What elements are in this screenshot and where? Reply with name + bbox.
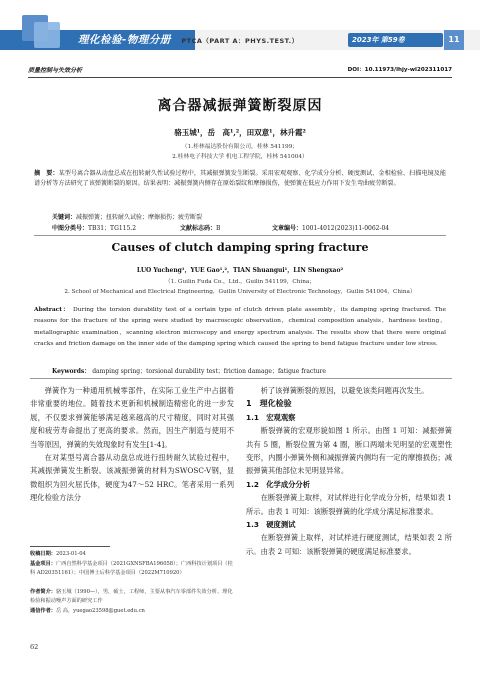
footnote-received	[30, 550, 234, 559]
footnote-received-label: 收稿日期：	[30, 551, 56, 557]
subsection-text-1-2: 在断裂弹簧上取样，对试样进行化学成分分析，结果如表 1 所示。由表 1 可知：该断裂弹簧的化学成分满足标准要求。	[246, 493, 452, 516]
footnote-received-text: 2023-01-04	[55, 551, 86, 557]
title-cn: 离合器减振弹簧断裂原因	[157, 98, 323, 114]
subsection-heading-1-1: 1.1 宏观观察	[246, 412, 296, 422]
footnote-corresponding	[30, 607, 234, 616]
abstract-en-label: Abstract：	[34, 306, 71, 313]
article-id-label: 文章编号：	[272, 225, 303, 232]
authors-en: LUO Yucheng¹，YUE Gao¹,²，TIAN Shuangui¹，LIN Shengxao²	[136, 267, 344, 274]
footnote-funding-label: 基金项目：	[30, 561, 56, 567]
footnote-corresponding-label: 通信作者：	[30, 608, 56, 614]
abstract-cn-text: 某型号离合器从动盘总成在扭转耐久性试验过程中，其减振弹簧发生断裂。采用宏观观察、化学成分分析、硬度测试、金相检验、扫描电镜及能谱分析等方法研究了该弹簧断裂的原因。结果表明：减振弹簧内侧存在原始裂纹和摩擦损伤，使弹簧在低应力作用下发生弯曲疲劳断裂。	[34, 170, 447, 188]
section-heading-1: 1 理化检验	[246, 399, 292, 409]
keywords-cn	[52, 212, 202, 221]
keywords-en	[52, 366, 326, 375]
keywords-cn-label: 关键词：	[52, 214, 77, 221]
doc-code-label: 文献标志码：	[180, 225, 217, 232]
year-volume: 2023年 第59卷	[352, 36, 405, 44]
subsection-text-1-3: 在断裂弹簧上取样，对试样进行硬度测试，结果如表 2 所示。由表 2 可知：该断裂弹簧的硬度满足标准要求。	[246, 533, 452, 556]
clc-value: TB31；TG115.2	[88, 225, 137, 232]
affiliation-cn-1: （1.桂林福达股份有限公司，桂林 541199；	[181, 144, 299, 150]
abstract-cn-label: 摘 要：	[34, 170, 59, 177]
article-id-value: 1001-4012(2023)11-0062-04	[302, 225, 390, 232]
subsection-text-1-1: 断裂弹簧的宏观形貌如图 1 所示。由图 1 可知：减振弹簧共有 5 圈，断裂位置为第 4 圈，断口两端未见明显的宏观塑性变形，内圈小弹簧外侧和减振弹簧内侧均有一定的摩擦损伤；减振弹簧其他部位未见明显异常。	[246, 426, 452, 476]
abstract-en	[34, 304, 446, 351]
footnote-funding	[30, 560, 234, 578]
keywords-en-text: damping spring；torsional durability test；friction damage；fatigue fracture	[92, 368, 326, 375]
doc-code-value: B	[216, 225, 221, 232]
keywords-cn-text: 减振弹簧；扭转耐久试验；摩擦损伤；疲劳断裂	[76, 214, 203, 221]
body-paragraph-3: 析了该弹簧断裂的原因，以避免该类问题再次发生。	[260, 386, 429, 395]
subsection-heading-1-2: 1.2 化学成分分析	[246, 479, 311, 489]
body-paragraph-2: 在对某型号离合器从动盘总成进行扭转耐久试验过程中，其减振弹簧发生断裂。该减振弹簧的材料为SWOSC-V钢，显微组织为回火屈氏体，硬度为47～52 HRC。笔者采用一系列理化检验方法分	[30, 453, 234, 503]
footnote-rule	[30, 546, 110, 547]
title-en: Causes of clutch damping spring fracture	[111, 241, 369, 254]
footnote-author-bio-text: 骆玉城（1990—），男，硕士，工程师，主要从事汽车零部件失效分析、理化检验和振动噪声方面的研究工作	[30, 589, 233, 604]
subsection-heading-1-3: 1.3 硬度测试	[246, 520, 296, 530]
footnote-author-bio-label: 作者简介：	[30, 589, 56, 595]
authors-cn: 骆玉城¹，岳 高¹,²，田双意¹，林升霞²	[174, 128, 306, 137]
keywords-en-label: Keywords：	[52, 368, 91, 375]
header-rule	[28, 77, 452, 78]
journal-name-en: PTCA（PART A：PHYS.TEST.）	[181, 37, 299, 45]
body-paragraph-1: 弹簧作为一种通用机械零部件，在实际工业生产中占据着非常重要的地位。随着技术更新和机械制造精密化的进一步发展，不仅要求弹簧能够满足越来越高的尺寸精度，同时对其强度和疲劳寿命提出了更高的要求。然而，因生产制造与使用不当等原因，弹簧的失效现象时有发生[1-4]。	[30, 386, 234, 449]
section-tag: 质量控制与失效分析	[28, 67, 83, 74]
abstract-divider	[34, 235, 446, 236]
body-left-column	[30, 384, 234, 505]
abstract-cn	[34, 169, 446, 189]
clc-label: 中图分类号：	[52, 225, 89, 232]
doi: DOI：10.11973/lhjy-wl202311017	[347, 67, 452, 73]
affiliation-en-2: 2. School of Mechanical and Electrical Engineering，Guilin University of Electronic Technology，Guilin 541004，China）	[64, 289, 416, 295]
body-right-column	[246, 384, 452, 558]
body-divider	[30, 378, 452, 379]
affiliation-en-1: （1. Guilin Fuda Co.，Ltd.，Guilin 541199，China；	[165, 279, 315, 285]
journal-name-cn: 理化检验-物理分册	[78, 34, 171, 46]
abstract-en-text: During the torsion durability test of a certain type of clutch driven plate assembly，its damping spring fractured. The reasons for the fracture of the spring were studied by macroscopic observation，chemical composition analysis，hardness testing，metallographic examination，scanning electron microscopy and energy spectrum analysis. The results show that there were original cracks and friction damage on the inner side of the damping spring which caused the spring to bend fatigue fracture under low stress.	[34, 307, 446, 348]
issue-number: 11	[444, 30, 464, 50]
page-number: 62	[30, 643, 39, 651]
affiliation-cn-2: 2.桂林电子科技大学 机电工程学院，桂林 541004）	[172, 154, 308, 160]
footnote-corresponding-text: 岳 高，yuegao23598@guet.edu.cn	[55, 608, 145, 614]
footnote-funding-text: 广西自然科学基金项目（2021GXNSFBA196058）；广西科技计划项目（桂科 AD20351161）；中国博士后科学基金项目（2022M710920）	[30, 561, 233, 576]
footnote-author-bio	[30, 588, 234, 606]
